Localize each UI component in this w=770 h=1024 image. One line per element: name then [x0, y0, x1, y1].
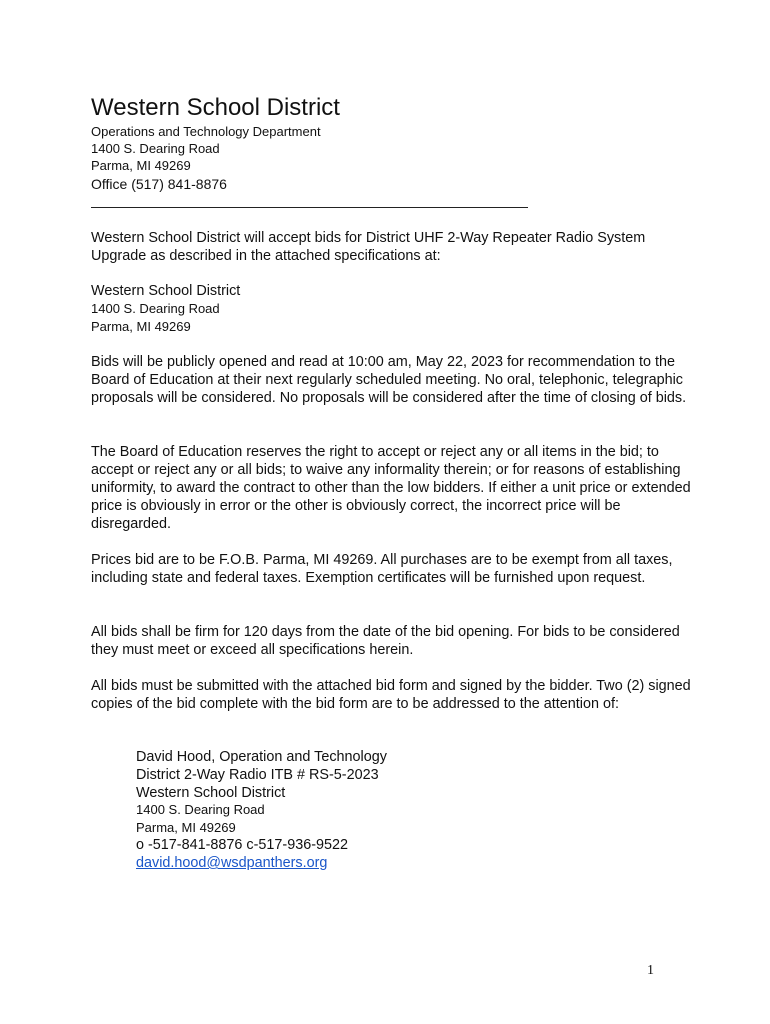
contact-city: Parma, MI 49269 — [136, 820, 236, 835]
department-line: Operations and Technology Department — [91, 124, 321, 139]
prices-paragraph: Prices bid are to be F.O.B. Parma, MI 49269. All purchases are to be exempt from all taxes, including state and federal taxes. Exemption certificates will be furnished upon request. — [91, 552, 673, 586]
office-phone: Office (517) 841-8876 — [91, 176, 227, 192]
bid-address-street: 1400 S. Dearing Road — [91, 301, 220, 316]
contact-org: Western School District — [136, 785, 286, 801]
header-divider — [91, 207, 528, 208]
submit-paragraph: All bids must be submitted with the attached bid form and signed by the bidder. Two (2) signed copies of the bid complete with the bid form are to be addressed to the attention of: — [91, 678, 691, 712]
intro-paragraph: Western School District will accept bids for District UHF 2-Way Repeater Radio System Upgrade as described in the attached specifications at: — [91, 230, 646, 264]
header-city: Parma, MI 49269 — [91, 158, 191, 173]
bid-address-name: Western School District — [91, 283, 241, 299]
contact-phones: o -517-841-8876 c-517-936-9522 — [136, 837, 349, 853]
opening-paragraph: Bids will be publicly opened and read at 10:00 am, May 22, 2023 for recommendation to the Board of Education at their next regularly scheduled meeting. No oral, telephonic, telegraphic proposals will be considered. No proposals will be considered after the time of closing of bids. — [91, 354, 687, 406]
document-title: Western School District — [91, 94, 340, 121]
firm-paragraph: All bids shall be firm for 120 days from the date of the bid opening. For bids to be considered they must meet or exceed all specifications herein. — [91, 624, 680, 658]
contact-name: David Hood, Operation and Technology — [136, 749, 387, 765]
contact-email-link[interactable]: david.hood@wsdpanthers.org — [136, 855, 328, 871]
contact-itb: District 2-Way Radio ITB # RS-5-2023 — [136, 767, 379, 783]
contact-street: 1400 S. Dearing Road — [136, 802, 265, 817]
header-street: 1400 S. Dearing Road — [91, 141, 220, 156]
bid-address-city: Parma, MI 49269 — [91, 319, 191, 334]
page-number: 1 — [647, 963, 654, 978]
rights-paragraph: The Board of Education reserves the right to accept or reject any or all items in the bid; to accept or reject any or all bids; to waive any informality therein; or for reasons of establishing uniformity, to award the contract to other than the low bidders. If either a unit price or extended price is obviously in error or the other is obviously correct, the incorrect price will be disregarded. — [91, 444, 691, 532]
